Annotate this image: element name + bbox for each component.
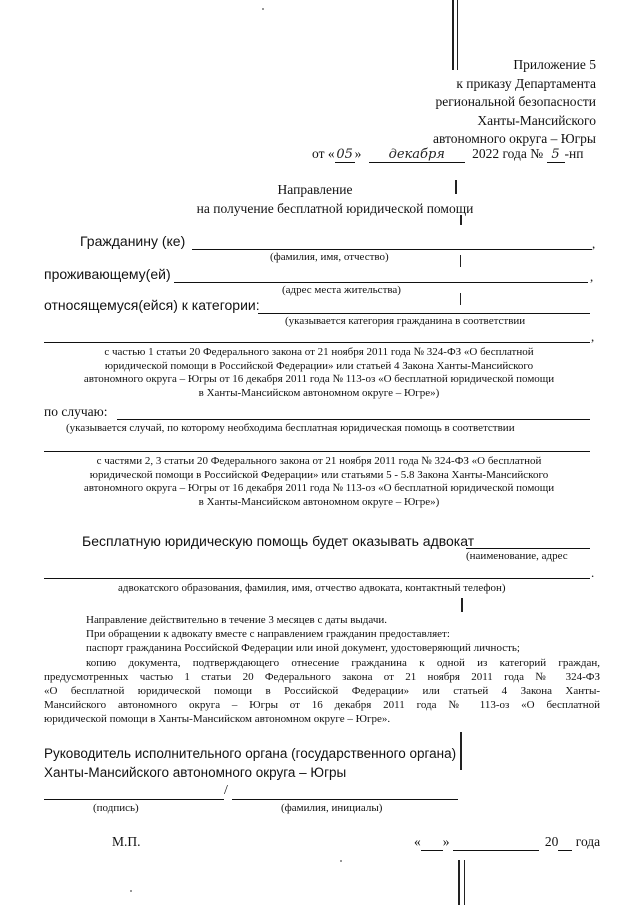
date-block [414,834,600,851]
category-note [44,346,594,400]
title-line-1: Направление [277,182,353,197]
case-note-line: юридической помощи в Российской Федерации» или статьями 5 - 5.8 Закона Ханты-Мансийского [89,468,549,481]
sign-hint: (подпись) [93,802,139,814]
scan-artifact [460,293,461,305]
appendix-line: Ханты-Мансийского [477,112,596,128]
category-hint: (указывается категория гражданина в соответствии [285,315,526,327]
validity-p3: паспорт гражданина Российской Федерации или иной документ, удостоверяющий личность; [86,642,520,655]
scan-artifact [458,860,460,905]
head-title-1: Руководитель исполнительного органа (государственного органа) [44,746,457,761]
order-day: 05 [336,147,353,162]
validity-p2: При обращении к адвокату вместе с направлением гражданин предоставляет: [86,628,450,641]
appendix-line: к приказу Департамента [456,75,596,91]
validity-p1: Направление действительно в течение 3 месяцев с даты выдачи. [86,614,388,626]
order-date-line [312,146,584,163]
order-quote: » [354,146,362,161]
comma: , [591,329,595,344]
slash: / [224,783,228,798]
appendix-header [433,56,596,149]
residence-hint: (адрес места жительства) [282,284,401,296]
scan-artifact [340,860,342,862]
date-day-line[interactable] [421,834,443,851]
appendix-line: региональной безопасности [435,94,596,110]
order-month: декабря [388,147,445,162]
period: . [591,565,595,580]
date-quote-open: « [414,834,421,849]
order-prefix: от « [312,146,335,161]
category-label: относящемуся(ейся) к категории: [44,297,260,313]
case-note-line: с частями 2, 3 статьи 20 Федерального закона от 21 ноября 2011 года № 324-ФЗ «О бесплатной [96,455,542,467]
date-quote-close: » [442,834,450,849]
citizen-label: Гражданину (ке) [80,233,186,249]
residence-input-line[interactable] [174,282,588,283]
case-input-line[interactable] [117,419,590,420]
comma: , [592,236,596,251]
case-note-line: автономного округа – Югры от 16 декабря 2011 года № 113-оз «О бесплатной юридической помощи [83,482,555,495]
stamp-place: М.П. [112,834,141,849]
scan-artifact [460,732,462,770]
comma: , [590,269,594,284]
category-note-line: юридической помощи в Российской Федерации» или статьей 4 Закона Ханты-Мансийского [104,359,534,372]
date-year-line[interactable] [558,834,572,851]
name-hint: (фамилия, инициалы) [281,802,383,814]
case-input-line-2[interactable] [44,451,590,452]
head-title-2: Ханты-Мансийского автономного округа – Югры [44,765,347,780]
validity-p4-line: предусмотренных частью 1 статьи 20 Федерального закона от 21 ноября 2011 года № 324-ФЗ [44,670,600,683]
category-note-line: автономного округа – Югры от 16 декабря 2011 года № 113-оз «О бесплатной юридической помощи [83,373,555,386]
validity-p4-line: копию документа, подтверждающего отнесение гражданина к одной из категорий граждан, [86,656,600,669]
category-input-line[interactable] [258,313,590,314]
case-note-line: в Ханты-Мансийском автономном округе – Югре») [198,495,440,508]
advocate-input-line[interactable] [466,548,590,549]
signature-line[interactable] [44,799,224,800]
appendix-line: автономного округа – Югры [433,131,596,147]
validity-text [44,613,600,727]
name-line[interactable] [232,799,458,800]
case-label: по случаю: [44,404,108,419]
advocate-input-line-2[interactable] [44,578,590,579]
appendix-line: Приложение 5 [513,57,596,72]
case-hint: (указывается случай, по которому необходима бесплатная юридическая помощь в соответствии [66,422,515,434]
order-suffix: -нп [564,146,584,161]
validity-p4-line: юридической помощи в Ханты-Мансийском автономном округе – Югре». [44,713,391,726]
advocate-hint-1: (наименование, адрес [466,550,568,562]
date-month-line[interactable] [453,834,539,851]
citizen-input-line[interactable] [192,249,592,250]
citizen-hint: (фамилия, имя, отчество) [270,251,389,263]
validity-p4-line: Мансийского автономного округа – Югры от 16 декабря 2011 года № 113-оз «О бесплатной [44,699,600,712]
advocate-label: Бесплатную юридическую помощь будет оказывать адвокат [82,533,475,549]
document-title [0,180,640,218]
scan-artifact [464,860,465,905]
advocate-hint-2: адвокатского образования, фамилия, имя, отчество адвоката, контактный телефон) [118,582,506,594]
date-suffix: года [575,834,601,849]
category-input-line-2[interactable] [44,342,590,343]
scan-artifact [460,255,461,267]
case-note [44,455,594,509]
scan-artifact [262,8,264,10]
residence-label: проживающему(ей) [44,266,171,282]
category-note-line: с частью 1 статьи 20 Федерального закона от 21 ноября 2011 года № 324-ФЗ «О бесплатной [104,346,534,358]
title-line-2: на получение бесплатной юридической помощи [196,201,474,216]
scan-artifact [130,890,132,892]
scan-artifact [461,598,463,612]
date-year: 20 [544,834,559,849]
validity-p4-line: «О бесплатной юридической помощи в Российской Федерации» или статьей 4 Закона Ханты- [44,685,600,698]
order-number: 5 [551,147,560,162]
order-year: 2022 года № [472,146,544,161]
category-note-line: в Ханты-Мансийском автономном округе – Югре») [198,386,440,399]
